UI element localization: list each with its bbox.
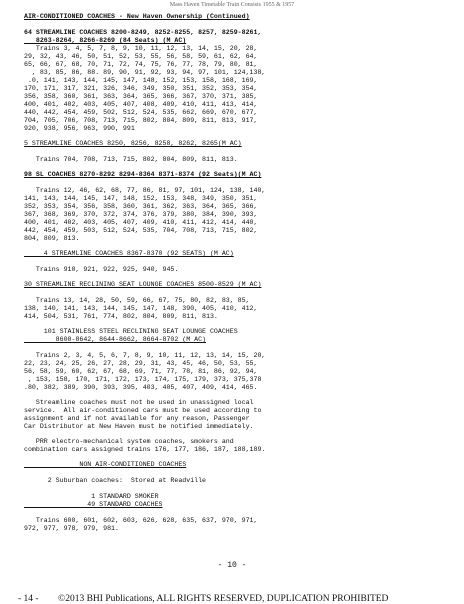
text-line: 440, 442, 454, 459, 502, 512, 524, 535, 662, 669, 670, 677,	[24, 109, 258, 116]
text-line: 29, 32, 43, 46, 50, 51, 52, 53, 55, 56, 58, 59, 61, 62, 64,	[24, 53, 258, 60]
text-line: 400, 401, 402, 403, 405, 407, 408, 409, 410, 411, 413, 414,	[24, 101, 258, 108]
text-line: 352, 353, 354, 356, 358, 360, 361, 362, 363, 364, 365, 366,	[24, 203, 258, 210]
text-line: 49 STANDARD COACHES	[24, 501, 163, 508]
text-line: 138, 140, 141, 143, 144, 145, 147, 148, 390, 405, 410, 412,	[24, 305, 258, 312]
text-line: AIR-CONDITIONED COACHES - New Haven Ownership (Continued)	[24, 13, 250, 20]
text-line: 920, 938, 956, 963, 990, 991	[24, 125, 135, 132]
text-line: Trains 12, 46, 62, 68, 77, 86, 81, 97, 101, 124, 138, 140,	[24, 187, 266, 194]
text-line: 64 STREAMLINE COACHES 8200-8249, 8252-8255, 8257, 8259-8261,	[24, 29, 262, 36]
text-line: 98 SL COACHES 8270-8292 8294-8364 8371-8374 (92 Seats)(M AC)	[24, 171, 262, 178]
text-line: Trains 704, 708, 713, 715, 802, 804, 809, 811, 813.	[24, 156, 238, 163]
text-line: Trains 3, 4, 5, 7, 8, 9, 10, 11, 12, 13, 14, 15, 20, 28,	[24, 45, 258, 52]
text-line: combination cars assigned trains 176, 177, 186, 187, 188,189.	[24, 446, 266, 453]
text-line: 30 STREAMLINE RECLINING SEAT LOUNGE COACHES 8500-8529 (M AC)	[24, 281, 262, 288]
text-line: Streamline coaches must not be used in unassigned local	[24, 399, 254, 406]
text-line: .0, 141, 143, 144, 145, 147, 148, 152, 153, 158, 168, 169,	[24, 77, 258, 84]
text-line: 170, 171, 317, 321, 326, 346, 349, 350, 351, 352, 353, 354,	[24, 85, 258, 92]
text-line: 356, 358, 360, 361, 363, 364, 365, 366, 367, 370, 371, 385,	[24, 93, 258, 100]
text-line: NON AIR-CONDITIONED COACHES	[24, 461, 187, 468]
text-line: 8263-8264, 8266-8269 (84 Seats) (M AC)	[24, 37, 187, 44]
page-number: - 10 -	[217, 561, 247, 570]
text-line: 704, 705, 706, 708, 713, 715, 802, 804, 809, 811, 813, 917,	[24, 117, 258, 124]
text-line: service. All air-conditioned cars must be used according to	[24, 407, 262, 414]
text-line: 804, 809, 813.	[24, 235, 80, 242]
text-line: 22, 23, 24, 25, 26, 27, 28, 29, 31, 43, 45, 46, 50, 53, 55,	[24, 360, 258, 367]
text-line: Trains 13, 14, 28, 50, 59, 66, 67, 75, 80, 82, 83, 85,	[24, 297, 250, 304]
text-line: Trains 910, 921, 922, 925, 940, 945.	[24, 266, 179, 273]
text-line: 1 STANDARD SMOKER	[24, 493, 159, 500]
text-line: 414, 504, 531, 761, 774, 802, 804, 809, 811, 813.	[24, 313, 218, 320]
text-line: 5 STREAMLINE COACHES 8250, 8256, 8258, 8262, 8265(M AC)	[24, 140, 242, 147]
text-line: Car Distributor at New Haven must be notified immediately.	[24, 423, 254, 430]
text-line: 65, 66, 67, 68, 70, 71, 72, 74, 75, 76, 77, 78, 79, 80, 81,	[24, 61, 258, 68]
text-line: 101 STAINLESS STEEL RECLINING SEAT LOUNGE COACHES	[24, 328, 238, 335]
text-line: 56, 58, 59, 60, 62, 67, 68, 69, 71, 77, 78, 81, 86, 92, 94,	[24, 368, 258, 375]
text-line: assignment and if not available for any reason, Passenger	[24, 415, 250, 422]
text-line: PRR electro-mechanical system coaches, smokers and	[24, 438, 234, 445]
text-line: Trains 2, 3, 4, 5, 6, 7, 8, 9, 10, 11, 12, 13, 14, 15, 20,	[24, 352, 266, 359]
text-line: 141, 143, 144, 145, 147, 148, 152, 153, 348, 349, 350, 351,	[24, 195, 258, 202]
text-line: 2 Suburban coaches: Stored at Readville	[24, 477, 207, 484]
text-line: , 83, 85, 86, 88. 89, 90, 91, 92, 93, 94, 97, 101, 124,138,	[24, 69, 266, 76]
text-line: .80, 382, 389, 390, 393, 395, 403, 405, 407, 409, 414, 465.	[24, 384, 258, 391]
text-line: , 153, 158, 170, 171, 172, 173, 174, 175, 179, 373, 375,378	[24, 376, 262, 383]
text-line: 8600-8642, 8644-8662, 8664-8702 (M AC)	[24, 336, 207, 343]
text-line: 400, 401, 402, 403, 405, 407, 409, 410, 411, 412, 414, 440,	[24, 219, 258, 226]
text-line: 4 STREAMLINE COACHES 8367-8370 (92 SEATS) (M AC)	[24, 250, 234, 257]
text-line: 442, 454, 459, 503, 512, 524, 535, 704, 708, 713, 715, 802,	[24, 227, 258, 234]
watermark-header: Mass Haven Timetable Train Consists 1955 & 1957	[169, 2, 295, 8]
footer-page-label: - 14 -	[18, 594, 39, 604]
text-line: 367, 368, 369, 370, 372, 374, 376, 379, 380, 384, 390, 393,	[24, 211, 258, 218]
text-line: 972, 977, 978, 979, 981.	[24, 525, 119, 532]
footer-copyright: ©2013 BHI Publications, ALL RIGHTS RESERVED, DUPLICATION PROHIBITED	[58, 594, 389, 604]
text-line: Trains 600, 601, 602, 603, 626, 628, 635, 637, 970, 971,	[24, 517, 258, 524]
